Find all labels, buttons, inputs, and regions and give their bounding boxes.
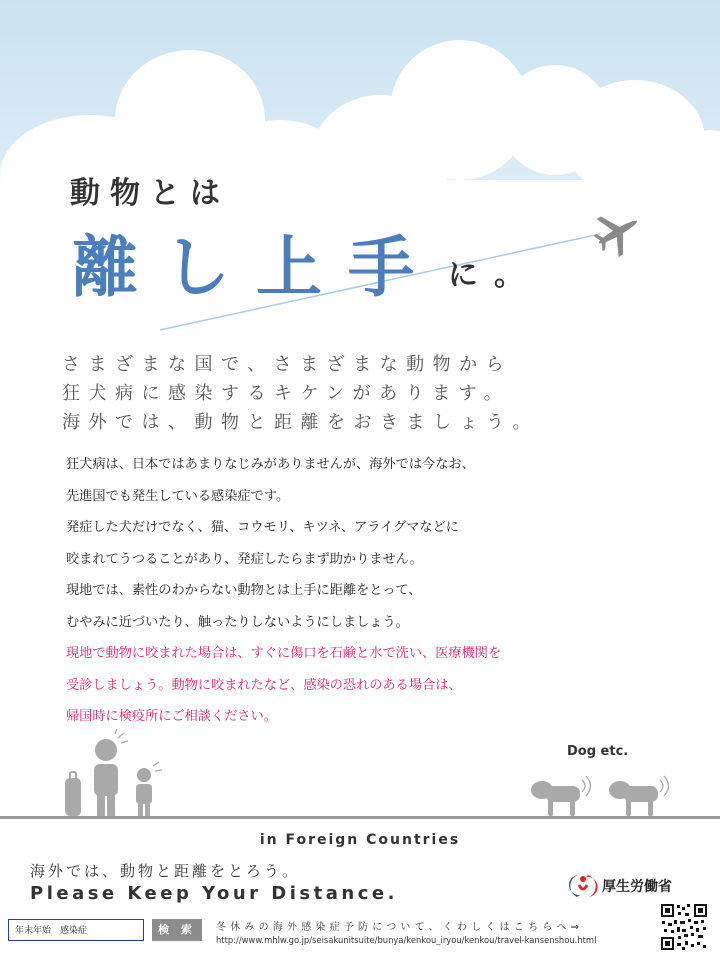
- body-text: [66, 449, 501, 733]
- info-url[interactable]: http://www.mhlw.go.jp/seisakunitsuite/bunya/kenkou_iryou/kenkou/travel-kansenshou.html: [216, 935, 597, 945]
- body-line: 現地では、素性のわからない動物とは上手に距離をとって、: [66, 583, 422, 598]
- title-line-2: 離し上手: [72, 229, 440, 306]
- in-foreign-countries: in Foreign Countries: [259, 832, 461, 848]
- warning-line: 現地で動物に咬まれた場合は、すぐに傷口を石鹸と水で洗い、医療機関を: [66, 646, 502, 661]
- body-line: 発症した犬だけでなく、猫、コウモリ、キツネ、アライグマなどに: [66, 520, 459, 535]
- body-line: 咬まれてうつることがあり、発症したらまず助かりません。: [66, 551, 423, 567]
- body-line: 狂犬病は、日本ではあまりなじみがありませんが、海外では今なお、: [66, 457, 475, 472]
- body-line: むやみに近づいたり、触ったりしないようにしましょう。: [66, 614, 409, 630]
- dog-label: Dog etc.: [567, 744, 629, 759]
- title-line-3: に。: [448, 258, 540, 293]
- lead-line: さまざまな国で、さまざまな動物から: [62, 354, 513, 375]
- info-text: 冬休みの海外感染症予防について、くわしくはこちらへ⇒: [216, 922, 584, 933]
- title-line-1: 動物とは: [70, 176, 230, 211]
- lead-text: [62, 350, 539, 437]
- ministry-name: 厚生労働省: [602, 879, 672, 895]
- plane-icon: [592, 206, 644, 258]
- family-figures: [60, 728, 170, 820]
- warning-line: 帰国時に検疫所にご相談ください。: [66, 709, 277, 724]
- search-button[interactable]: 検 索: [152, 919, 202, 941]
- qr-code[interactable]: [660, 903, 708, 951]
- en-slogan: Please Keep Your Distance.: [30, 883, 398, 904]
- ministry-logo: [568, 871, 598, 901]
- search-input[interactable]: 年末年始 感染症: [8, 919, 144, 941]
- dog-icon: [518, 770, 678, 820]
- body-line: 先進国でも発生している感染症です。: [66, 488, 290, 504]
- warning-line: 受診しましょう。動物に咬まれたなど、感染の恐れのある場合は、: [66, 677, 462, 693]
- ministry-block: [568, 871, 672, 901]
- lead-line: 狂犬病に感染するキケンがあります。: [62, 383, 511, 404]
- lead-line: 海外では、動物と距離をおきましょう。: [62, 412, 539, 433]
- jp-slogan: 海外では、動物と距離をとろう。: [30, 862, 301, 880]
